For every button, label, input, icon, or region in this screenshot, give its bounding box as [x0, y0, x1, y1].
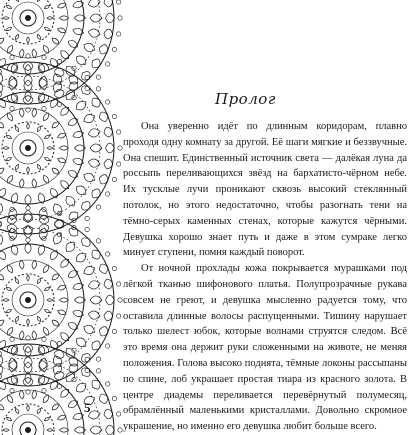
- body-text: [123, 119, 407, 435]
- mandala-ornament-icon: [0, 0, 130, 420]
- mandala-ornament-border: [0, 0, 130, 420]
- page-number: 5: [84, 400, 91, 415]
- paragraph-1: Она уверенно идёт по длинным коридорам, плавно проходя одну комнату за другой. Её шаги мягкие и беззвучные. Она спешит. Единственный источник света — далёкая луна да россыпь переливающихся звёзд на бархатисто-чёрном небе. Их тусклые лучи проникают сквозь высокий стеклянный потолок, но этого недостаточно, чтобы разогнать тени на тёмно-серых каменных стенах, которые кажутся чёрными. Девушка хорошо знает путь и даже в этом сумраке легко минует ступени, помня каждый поворот.: [123, 121, 407, 259]
- chapter-title: Пролог: [215, 90, 276, 108]
- paragraph-2: От ночной прохлады кожа покрывается мурашками под лёгкой тканью шифонового платья. Полупрозрачные рукава совсем не греют, и девушка мысленно радуется тому, что оставила длинные волосы распущенными. Тишину нарушает только шелест юбок, которые волнами струятся следом. Всё это время она держит руки сложенными на животе, не меняя положения. Голова высоко поднята, тёмные локоны рассыпаны по спине, лоб украшает простая тиара из красного золота. В центре диадемы переливается перевёрнутый полумесяц, обрамлённый маленькими кристаллами. Довольно скромное украшение, но именно его девушка любит больше всего.: [123, 263, 407, 433]
